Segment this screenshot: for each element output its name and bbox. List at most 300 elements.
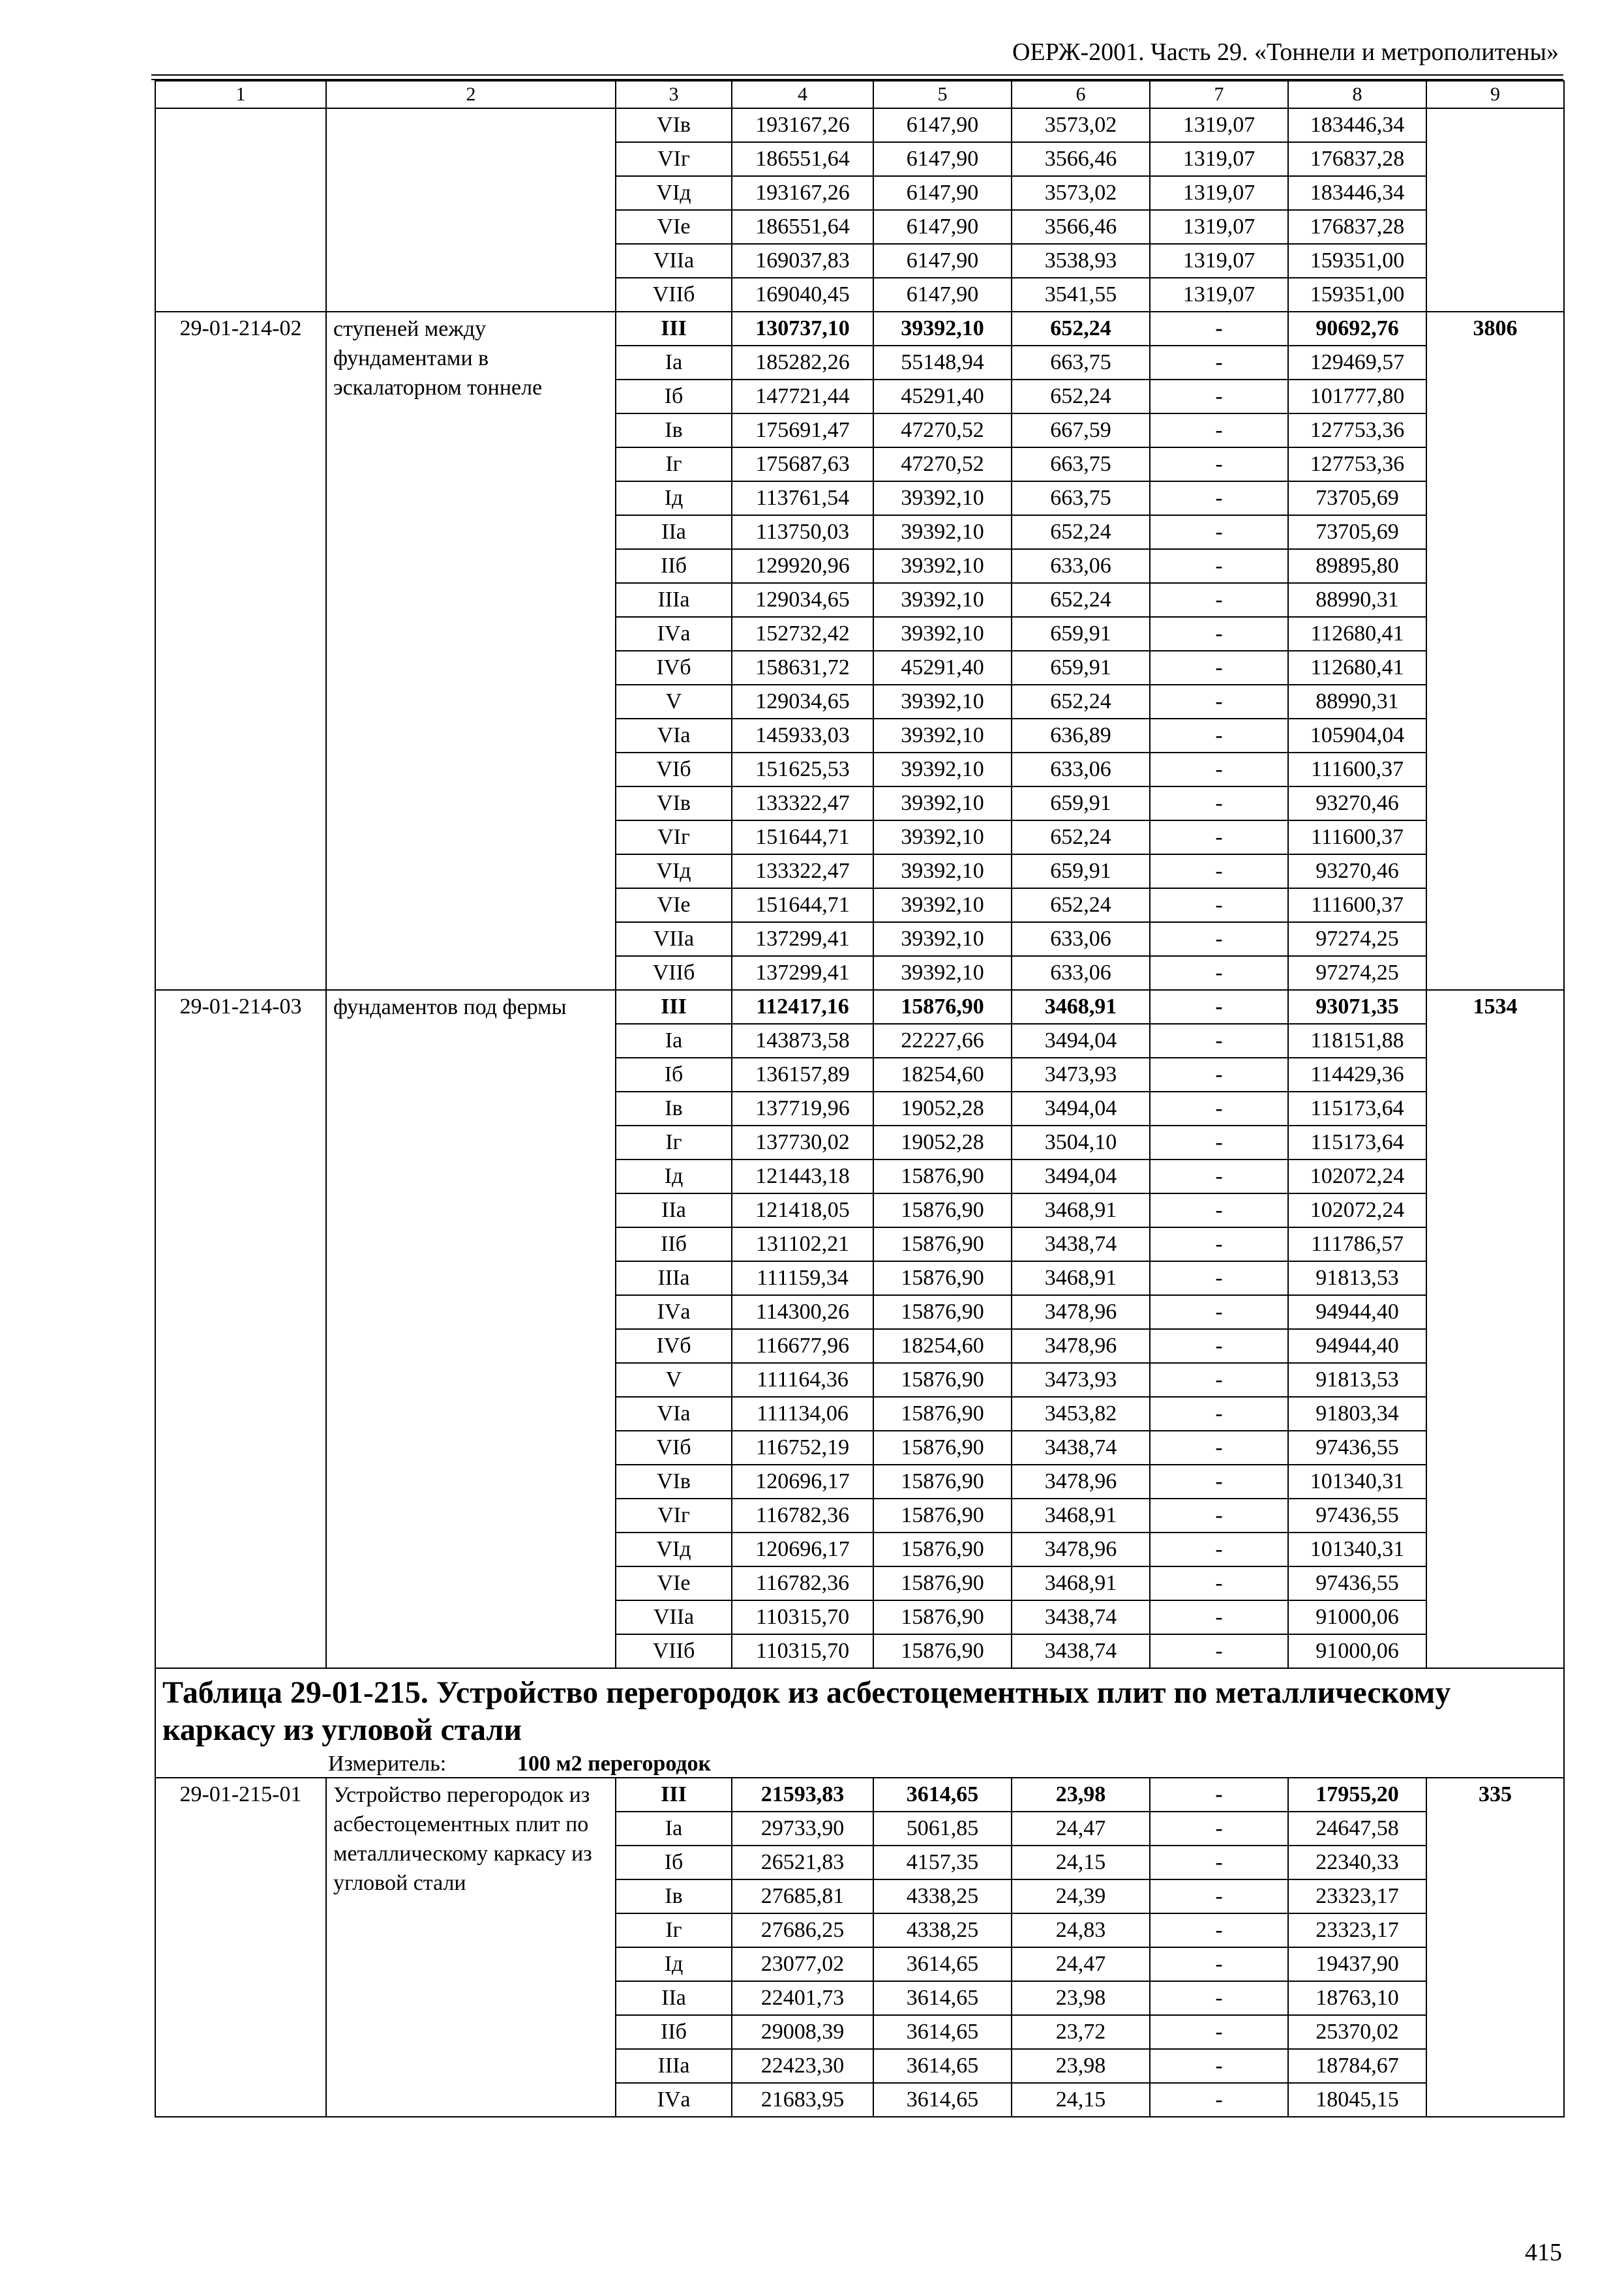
column-number: 5 [873, 81, 1012, 108]
cost-value: - [1150, 1193, 1288, 1227]
cost-value: 15876,90 [873, 1295, 1012, 1329]
cost-value: 18784,67 [1288, 2049, 1426, 2083]
zone-code: VIв [616, 786, 732, 820]
column-number: 2 [326, 81, 616, 108]
cost-value: 23,98 [1012, 2049, 1150, 2083]
cost-value: 23077,02 [732, 1947, 873, 1981]
cost-value: 73705,69 [1288, 515, 1426, 549]
zone-code: Iд [616, 1947, 732, 1981]
cost-value: 6147,90 [873, 108, 1012, 142]
work-description: ступеней между фундаментами в эскалаторном тоннеле [326, 312, 616, 990]
cost-value: 131102,21 [732, 1227, 873, 1261]
cost-value: 39392,10 [873, 617, 1012, 651]
rate-code: 29-01-214-03 [155, 990, 326, 1668]
cost-value: 19437,90 [1288, 1947, 1426, 1981]
cost-value: - [1150, 820, 1288, 854]
cost-value: 15876,90 [873, 990, 1012, 1024]
cost-value: - [1150, 1363, 1288, 1397]
cost-value: - [1150, 990, 1288, 1024]
cost-value: 137730,02 [732, 1126, 873, 1159]
cost-value: 4338,25 [873, 1913, 1012, 1947]
cost-value: 3541,55 [1012, 278, 1150, 312]
cost-value: 29008,39 [732, 2015, 873, 2049]
cost-value: 663,75 [1012, 481, 1150, 515]
cost-value: - [1150, 515, 1288, 549]
cost-value: 116752,19 [732, 1431, 873, 1465]
cost-value: - [1150, 1465, 1288, 1499]
zone-code: V [616, 1363, 732, 1397]
cost-value: 111134,06 [732, 1397, 873, 1431]
zone-code: IVа [616, 617, 732, 651]
cost-value: 659,91 [1012, 651, 1150, 685]
unit-value: 100 м2 перегородок [517, 1752, 712, 1776]
cost-value: 3453,82 [1012, 1397, 1150, 1431]
cost-value: 21593,83 [732, 1778, 873, 1812]
column-number-row [155, 81, 1564, 108]
zone-code: IVб [616, 651, 732, 685]
cost-value: - [1150, 1879, 1288, 1913]
cost-value: 15876,90 [873, 1159, 1012, 1193]
cost-value: - [1150, 2015, 1288, 2049]
cost-value: 15876,90 [873, 1193, 1012, 1227]
cost-value: - [1150, 1126, 1288, 1159]
cost-value: 652,24 [1012, 583, 1150, 617]
cost-value: - [1150, 1634, 1288, 1668]
table-title: Таблица 29-01-215. Устройство перегородок из асбестоцементных плит по металлическому каркасу из угловой стали [155, 1668, 1564, 1751]
cost-value: 136157,89 [732, 1058, 873, 1092]
cost-value: 145933,03 [732, 719, 873, 753]
cost-value: 15876,90 [873, 1261, 1012, 1295]
cost-value: 6147,90 [873, 210, 1012, 244]
cost-value: - [1150, 2049, 1288, 2083]
zone-code: VIIб [616, 278, 732, 312]
cost-value: 18254,60 [873, 1329, 1012, 1363]
cost-value: 3468,91 [1012, 1193, 1150, 1227]
cost-value: 137299,41 [732, 922, 873, 956]
cost-value: 15876,90 [873, 1634, 1012, 1668]
zone-code: Iа [616, 346, 732, 380]
cost-value: - [1150, 1812, 1288, 1846]
unit-cell [155, 1751, 1564, 1778]
zone-code: VIв [616, 108, 732, 142]
cost-value: - [1150, 380, 1288, 413]
cost-value: 23323,17 [1288, 1913, 1426, 1947]
cost-value: 3566,46 [1012, 142, 1150, 176]
cost-value: 102072,24 [1288, 1159, 1426, 1193]
cost-value: 18045,15 [1288, 2083, 1426, 2117]
cost-value: 158631,72 [732, 651, 873, 685]
cost-value: 111164,36 [732, 1363, 873, 1397]
zone-code: VIг [616, 142, 732, 176]
cost-value: 23323,17 [1288, 1879, 1426, 1913]
cost-value: 97274,25 [1288, 956, 1426, 990]
cost-value: 176837,28 [1288, 210, 1426, 244]
cost-value: 652,24 [1012, 685, 1150, 719]
cost-value: 147721,44 [732, 380, 873, 413]
cost-value: 118151,88 [1288, 1024, 1426, 1058]
cost-value: - [1150, 1431, 1288, 1465]
cost-value: 3614,65 [873, 1778, 1012, 1812]
cost-value: 111159,34 [732, 1261, 873, 1295]
cost-value: 129469,57 [1288, 346, 1426, 380]
zone-code: VIд [616, 854, 732, 888]
cost-value: 3566,46 [1012, 210, 1150, 244]
zone-code: Iа [616, 1812, 732, 1846]
work-description [326, 108, 616, 312]
zone-code: IIб [616, 2015, 732, 2049]
cost-value: - [1150, 1092, 1288, 1126]
cost-value: - [1150, 854, 1288, 888]
zone-code: VIе [616, 1566, 732, 1600]
cost-value: 23,72 [1012, 2015, 1150, 2049]
cost-value: 659,91 [1012, 617, 1150, 651]
cost-value: 633,06 [1012, 922, 1150, 956]
cost-value: 18763,10 [1288, 1981, 1426, 2015]
cost-value: - [1150, 1329, 1288, 1363]
cost-value: 633,06 [1012, 549, 1150, 583]
cost-value: 4338,25 [873, 1879, 1012, 1913]
cost-value: 115173,64 [1288, 1126, 1426, 1159]
cost-value: 39392,10 [873, 685, 1012, 719]
cost-value: 112417,16 [732, 990, 873, 1024]
cost-value: 24,47 [1012, 1812, 1150, 1846]
zone-code: VIа [616, 1397, 732, 1431]
cost-value: 633,06 [1012, 956, 1150, 990]
labor-norm: 1534 [1426, 990, 1564, 1668]
cost-value: 21683,95 [732, 2083, 873, 2117]
cost-value: 45291,40 [873, 651, 1012, 685]
cost-value: - [1150, 1778, 1288, 1812]
zone-code: VIIа [616, 1600, 732, 1634]
cost-value: 27685,81 [732, 1879, 873, 1913]
cost-value: 15876,90 [873, 1499, 1012, 1533]
table-row [155, 312, 1564, 346]
cost-value: 55148,94 [873, 346, 1012, 380]
unit-row [155, 1751, 1564, 1778]
cost-value: 23,98 [1012, 1778, 1150, 1812]
cost-value: 1319,07 [1150, 244, 1288, 278]
cost-value: 112680,41 [1288, 651, 1426, 685]
cost-value: 4157,35 [873, 1846, 1012, 1879]
cost-value: 3468,91 [1012, 1499, 1150, 1533]
cost-value: 93270,46 [1288, 854, 1426, 888]
zone-code: IIIа [616, 1261, 732, 1295]
column-number: 1 [155, 81, 326, 108]
cost-value: 185282,26 [732, 346, 873, 380]
cost-value: 652,24 [1012, 820, 1150, 854]
rate-code: 29-01-214-02 [155, 312, 326, 990]
cost-value: 137299,41 [732, 956, 873, 990]
cost-value: 130737,10 [732, 312, 873, 346]
zone-code: IIIа [616, 2049, 732, 2083]
cost-value: - [1150, 719, 1288, 753]
zone-code: V [616, 685, 732, 719]
cost-value: 5061,85 [873, 1812, 1012, 1846]
cost-value: 23,98 [1012, 1981, 1150, 2015]
zone-code: III [616, 312, 732, 346]
cost-value: - [1150, 1159, 1288, 1193]
cost-value: 88990,31 [1288, 583, 1426, 617]
cost-value: 3438,74 [1012, 1600, 1150, 1634]
cost-value: 663,75 [1012, 346, 1150, 380]
cost-value: 659,91 [1012, 786, 1150, 820]
cost-value: 22423,30 [732, 2049, 873, 2083]
cost-value: - [1150, 1261, 1288, 1295]
cost-value: 120696,17 [732, 1533, 873, 1566]
cost-value: 39392,10 [873, 854, 1012, 888]
cost-value: 97274,25 [1288, 922, 1426, 956]
cost-value: 97436,55 [1288, 1499, 1426, 1533]
cost-value: 93071,35 [1288, 990, 1426, 1024]
cost-value: 111600,37 [1288, 888, 1426, 922]
cost-value: 39392,10 [873, 888, 1012, 922]
cost-value: - [1150, 2083, 1288, 2117]
cost-value: 3478,96 [1012, 1329, 1150, 1363]
cost-value: 115173,64 [1288, 1092, 1426, 1126]
cost-value: 97436,55 [1288, 1431, 1426, 1465]
cost-value: 143873,58 [732, 1024, 873, 1058]
zone-code: IIб [616, 549, 732, 583]
work-description: фундаментов под фермы [326, 990, 616, 1668]
zone-code: Iб [616, 1846, 732, 1879]
labor-norm [1426, 108, 1564, 312]
zone-code: VIв [616, 1465, 732, 1499]
unit-label: Измеритель: [328, 1752, 447, 1776]
cost-value: 3614,65 [873, 1981, 1012, 2015]
cost-value: 39392,10 [873, 922, 1012, 956]
cost-value: - [1150, 583, 1288, 617]
cost-value: 1319,07 [1150, 210, 1288, 244]
cost-value: 1319,07 [1150, 142, 1288, 176]
cost-value: 6147,90 [873, 278, 1012, 312]
cost-value: 120696,17 [732, 1465, 873, 1499]
cost-value: 3438,74 [1012, 1431, 1150, 1465]
cost-value: - [1150, 447, 1288, 481]
cost-value: 22227,66 [873, 1024, 1012, 1058]
cost-value: 90692,76 [1288, 312, 1426, 346]
estimate-table [155, 80, 1565, 2117]
cost-value: 652,24 [1012, 312, 1150, 346]
cost-value: 110315,70 [732, 1600, 873, 1634]
cost-value: 1319,07 [1150, 176, 1288, 210]
cost-value: 15876,90 [873, 1397, 1012, 1431]
cost-value: - [1150, 685, 1288, 719]
cost-value: 47270,52 [873, 413, 1012, 447]
cost-value: 91000,06 [1288, 1600, 1426, 1634]
cost-value: 39392,10 [873, 312, 1012, 346]
cost-value: - [1150, 617, 1288, 651]
cost-value: - [1150, 1024, 1288, 1058]
cost-value: 15876,90 [873, 1533, 1012, 1566]
cost-value: 24,15 [1012, 2083, 1150, 2117]
cost-value: 129034,65 [732, 583, 873, 617]
cost-value: 15876,90 [873, 1363, 1012, 1397]
cost-value: 159351,00 [1288, 278, 1426, 312]
cost-value: 186551,64 [732, 210, 873, 244]
zone-code: Iг [616, 447, 732, 481]
work-description: Устройство перегородок из асбестоцементных плит по металлическому каркасу из угловой стали [326, 1778, 616, 2117]
cost-value: 39392,10 [873, 820, 1012, 854]
cost-value: 116782,36 [732, 1566, 873, 1600]
zone-code: IVа [616, 2083, 732, 2117]
cost-value: 116677,96 [732, 1329, 873, 1363]
cost-value: 24,83 [1012, 1913, 1150, 1947]
cost-value: 39392,10 [873, 719, 1012, 753]
table-title-row [155, 1668, 1564, 1751]
cost-value: 24,15 [1012, 1846, 1150, 1879]
column-number: 7 [1150, 81, 1288, 108]
cost-value: 183446,34 [1288, 176, 1426, 210]
cost-value: 110315,70 [732, 1634, 873, 1668]
cost-value: 102072,24 [1288, 1193, 1426, 1227]
cost-value: 39392,10 [873, 786, 1012, 820]
cost-value: 3478,96 [1012, 1533, 1150, 1566]
cost-value: 3573,02 [1012, 108, 1150, 142]
cost-value: 3538,93 [1012, 244, 1150, 278]
cost-value: - [1150, 1913, 1288, 1947]
cost-value: - [1150, 1981, 1288, 2015]
cost-value: 3438,74 [1012, 1634, 1150, 1668]
zone-code: Iб [616, 380, 732, 413]
cost-value: 97436,55 [1288, 1566, 1426, 1600]
cost-value: 17955,20 [1288, 1778, 1426, 1812]
cost-value: - [1150, 312, 1288, 346]
cost-value: 3473,93 [1012, 1363, 1150, 1397]
cost-value: 133322,47 [732, 786, 873, 820]
zone-code: VIIб [616, 1634, 732, 1668]
zone-code: IIIа [616, 583, 732, 617]
cost-value: 633,06 [1012, 753, 1150, 786]
cost-value: 636,89 [1012, 719, 1150, 753]
zone-code: VIг [616, 1499, 732, 1533]
zone-code: IIа [616, 1193, 732, 1227]
cost-value: 39392,10 [873, 753, 1012, 786]
zone-code: VIе [616, 210, 732, 244]
cost-value: 652,24 [1012, 380, 1150, 413]
cost-value: 112680,41 [1288, 617, 1426, 651]
rate-code [155, 108, 326, 312]
cost-value: 114300,26 [732, 1295, 873, 1329]
cost-value: - [1150, 888, 1288, 922]
cost-value: 6147,90 [873, 176, 1012, 210]
zone-code: VIб [616, 753, 732, 786]
cost-value: 116782,36 [732, 1499, 873, 1533]
cost-value: 193167,26 [732, 108, 873, 142]
cost-value: - [1150, 1397, 1288, 1431]
cost-value: 24,47 [1012, 1947, 1150, 1981]
header-rule [151, 74, 1563, 76]
cost-value: 101340,31 [1288, 1533, 1426, 1566]
zone-code: VIд [616, 1533, 732, 1566]
zone-code: Iв [616, 1092, 732, 1126]
cost-value: - [1150, 1947, 1288, 1981]
cost-value: 151644,71 [732, 888, 873, 922]
cost-value: - [1150, 1499, 1288, 1533]
cost-value: 127753,36 [1288, 413, 1426, 447]
cost-value: 3478,96 [1012, 1295, 1150, 1329]
cost-value: - [1150, 1058, 1288, 1092]
cost-value: 25370,02 [1288, 2015, 1426, 2049]
cost-value: 186551,64 [732, 142, 873, 176]
cost-value: 151644,71 [732, 820, 873, 854]
cost-value: 6147,90 [873, 142, 1012, 176]
cost-value: 3478,96 [1012, 1465, 1150, 1499]
cost-value: - [1150, 1533, 1288, 1566]
table-row [155, 108, 1564, 142]
cost-value: 169040,45 [732, 278, 873, 312]
cost-value: 127753,36 [1288, 447, 1426, 481]
cost-value: 159351,00 [1288, 244, 1426, 278]
cost-value: 94944,40 [1288, 1295, 1426, 1329]
cost-value: 15876,90 [873, 1465, 1012, 1499]
cost-value: 3473,93 [1012, 1058, 1150, 1092]
cost-value: 3494,04 [1012, 1159, 1150, 1193]
cost-value: 3468,91 [1012, 990, 1150, 1024]
zone-code: IIа [616, 515, 732, 549]
cost-value: 91813,53 [1288, 1363, 1426, 1397]
cost-value: - [1150, 346, 1288, 380]
cost-value: - [1150, 786, 1288, 820]
zone-code: VIа [616, 719, 732, 753]
column-number: 6 [1012, 81, 1150, 108]
cost-value: 15876,90 [873, 1227, 1012, 1261]
cost-value: 101777,80 [1288, 380, 1426, 413]
cost-value: 3504,10 [1012, 1126, 1150, 1159]
cost-value: 3468,91 [1012, 1261, 1150, 1295]
column-number: 3 [616, 81, 732, 108]
zone-code: Iв [616, 413, 732, 447]
cost-value: 29733,90 [732, 1812, 873, 1846]
column-number: 4 [732, 81, 873, 108]
cost-value: 652,24 [1012, 515, 1150, 549]
cost-value: 3614,65 [873, 2083, 1012, 2117]
labor-norm: 3806 [1426, 312, 1564, 990]
rate-code: 29-01-215-01 [155, 1778, 326, 2117]
cost-value: 6147,90 [873, 244, 1012, 278]
cost-value: 73705,69 [1288, 481, 1426, 515]
zone-code: Iб [616, 1058, 732, 1092]
cost-value: 39392,10 [873, 515, 1012, 549]
table-row [155, 1778, 1564, 1812]
cost-value: 91803,34 [1288, 1397, 1426, 1431]
cost-value: 129920,96 [732, 549, 873, 583]
cost-value: - [1150, 1600, 1288, 1634]
cost-value: 1319,07 [1150, 278, 1288, 312]
cost-value: 137719,96 [732, 1092, 873, 1126]
cost-value: 39392,10 [873, 956, 1012, 990]
page-number: 415 [1525, 2239, 1562, 2266]
cost-value: 15876,90 [873, 1600, 1012, 1634]
cost-value: 121418,05 [732, 1193, 873, 1227]
cost-value: - [1150, 549, 1288, 583]
cost-value: - [1150, 956, 1288, 990]
cost-value: - [1150, 922, 1288, 956]
cost-value: 27686,25 [732, 1913, 873, 1947]
zone-code: IVб [616, 1329, 732, 1363]
table-row [155, 990, 1564, 1024]
zone-code: VIд [616, 176, 732, 210]
cost-value: 659,91 [1012, 854, 1150, 888]
cost-value: - [1150, 1846, 1288, 1879]
cost-value: 133322,47 [732, 854, 873, 888]
cost-value: 667,59 [1012, 413, 1150, 447]
cost-value: 114429,36 [1288, 1058, 1426, 1092]
cost-value: 15876,90 [873, 1431, 1012, 1465]
cost-value: 89895,80 [1288, 549, 1426, 583]
cost-value: 91000,06 [1288, 1634, 1426, 1668]
column-number: 9 [1426, 81, 1564, 108]
cost-value: 193167,26 [732, 176, 873, 210]
